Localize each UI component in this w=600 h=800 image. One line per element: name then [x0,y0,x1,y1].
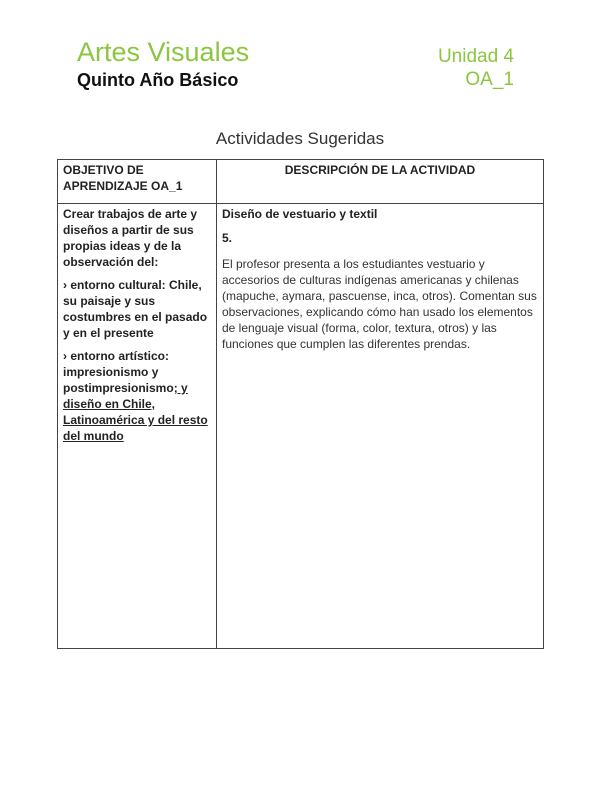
objective-item-cultural: › entorno cultural: Chile, su paisaje y sus costumbres en el pasado y en el presente [63,278,208,340]
page-subtitle: Quinto Año Básico [77,70,239,90]
activity-title: Diseño de vestuario y textil [222,207,378,221]
activities-table [57,159,544,649]
objective-item-artistic-text: › entorno artístico: impresionismo y postimpresionismo [63,349,174,395]
oa-label: OA_1 [465,69,514,90]
objective-item-artistic-underlined: ; y diseño en Chile, Latinoamérica y del resto del mundo [63,381,208,443]
table-header-row [58,160,544,204]
objective-intro: Crear trabajos de arte y diseños a partir de sus propias ideas y de la observación del: [63,207,198,269]
unit-label: Unidad 4 [437,46,514,67]
section-title: Actividades Sugeridas [215,129,385,148]
activity-description: El profesor presenta a los estudiantes vestuario y accesorios de culturas indígenas americanas y chilenas (mapuche, aymara, pascuense, inca, otros). Comentan sus observaciones, explicando cómo han usado los elementos de lenguaje visual (forma, color, textura, otros) y las funciones que cumplen las diferentes prendas. [222,257,537,351]
activity-cell [217,204,544,649]
description-column-header: DESCRIPCIÓN DE LA ACTIVIDAD [217,160,544,204]
objective-column-header: OBJETIVO DE APRENDIZAJE OA_1 [58,160,217,204]
table-row [58,204,544,649]
activity-number: 5. [222,231,233,245]
objective-item-artistic [63,348,212,444]
page-title: Artes Visuales [77,37,250,67]
objective-cell [58,204,217,649]
